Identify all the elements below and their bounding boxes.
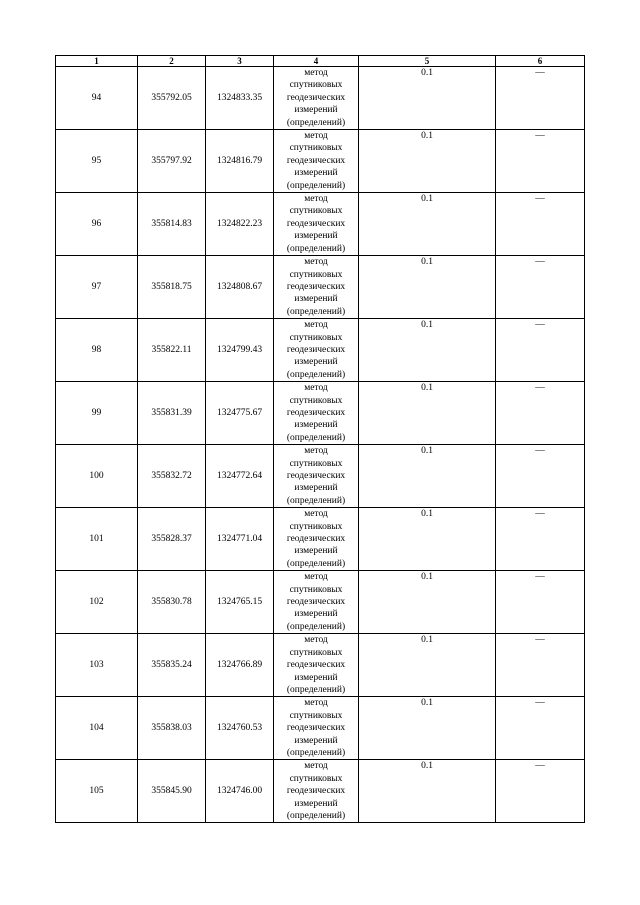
method-text-line: (определений) (286, 369, 346, 380)
x-coordinate-cell: 355830.78 (138, 571, 206, 634)
y-coordinate-cell: 1324808.67 (206, 256, 274, 319)
y-coordinate-cell: 1324760.53 (206, 697, 274, 760)
point-number-cell: 100 (56, 445, 138, 508)
note-cell: — (496, 508, 585, 571)
method-text-line: (определений) (286, 495, 346, 506)
method-cell (274, 508, 359, 571)
method-text-line: метод (304, 68, 328, 78)
accuracy-cell: 0.1 (359, 634, 496, 697)
column-header-1: 1 (56, 56, 138, 67)
method-text-line: спутниковых (289, 584, 343, 595)
column-header-2: 2 (138, 56, 206, 67)
column-header-3: 3 (206, 56, 274, 67)
method-text-line: (определений) (286, 117, 346, 128)
y-coordinate-cell: 1324799.43 (206, 319, 274, 382)
method-text-line: геодезических (286, 660, 346, 671)
point-number-cell: 103 (56, 634, 138, 697)
method-text-line: (определений) (286, 810, 346, 821)
method-text-line: спутниковых (289, 332, 343, 343)
x-coordinate-cell: 355835.24 (138, 634, 206, 697)
point-number-cell: 98 (56, 319, 138, 382)
accuracy-cell: 0.1 (359, 571, 496, 634)
table-row (56, 445, 585, 508)
method-cell (274, 130, 359, 193)
method-text-line: спутниковых (289, 206, 343, 217)
method-cell (274, 382, 359, 445)
table-row (56, 760, 585, 823)
method-text-line: измерений (294, 294, 338, 305)
y-coordinate-cell: 1324746.00 (206, 760, 274, 823)
method-text-line: метод (304, 194, 328, 205)
y-coordinate-cell: 1324816.79 (206, 130, 274, 193)
method-text-line: спутниковых (289, 773, 343, 784)
method-text-line: измерений (294, 735, 338, 746)
note-cell: — (496, 445, 585, 508)
x-coordinate-cell: 355822.11 (138, 319, 206, 382)
method-cell (274, 697, 359, 760)
method-text-line: спутниковых (289, 458, 343, 469)
table-row (56, 130, 585, 193)
method-text-line: измерений (294, 609, 338, 620)
accuracy-cell: 0.1 (359, 319, 496, 382)
method-text-line: измерений (294, 420, 338, 431)
note-cell: — (496, 571, 585, 634)
point-number-cell: 104 (56, 697, 138, 760)
method-text-line: (определений) (286, 180, 346, 191)
accuracy-cell: 0.1 (359, 760, 496, 823)
accuracy-cell: 0.1 (359, 130, 496, 193)
method-text-line: спутниковых (289, 647, 343, 658)
method-text-line: спутниковых (289, 395, 343, 406)
table-row (56, 193, 585, 256)
point-number-cell: 94 (56, 67, 138, 130)
method-text-line: измерений (294, 231, 338, 242)
method-cell (274, 193, 359, 256)
table-row (56, 571, 585, 634)
x-coordinate-cell: 355832.72 (138, 445, 206, 508)
accuracy-cell: 0.1 (359, 256, 496, 319)
method-text-line: метод (304, 635, 328, 646)
table-header-row (56, 56, 585, 67)
y-coordinate-cell: 1324771.04 (206, 508, 274, 571)
method-text-line: метод (304, 446, 328, 457)
x-coordinate-cell: 355818.75 (138, 256, 206, 319)
method-text-line: измерений (294, 168, 338, 179)
point-number-cell: 96 (56, 193, 138, 256)
y-coordinate-cell: 1324833.35 (206, 67, 274, 130)
table-body (56, 67, 585, 823)
method-cell (274, 634, 359, 697)
point-number-cell: 102 (56, 571, 138, 634)
y-coordinate-cell: 1324822.23 (206, 193, 274, 256)
point-number-cell: 95 (56, 130, 138, 193)
method-text-line: геодезических (286, 344, 346, 355)
method-text-line: измерений (294, 483, 338, 494)
column-header-5: 5 (359, 56, 496, 67)
method-text-line: метод (304, 761, 328, 772)
method-text-line: метод (304, 572, 328, 583)
method-text-line: спутниковых (289, 269, 343, 280)
method-text-line: (определений) (286, 432, 346, 443)
method-text-line: спутниковых (289, 710, 343, 721)
y-coordinate-cell: 1324772.64 (206, 445, 274, 508)
note-cell: — (496, 319, 585, 382)
column-header-4: 4 (274, 56, 359, 67)
note-cell: — (496, 382, 585, 445)
method-text-line: измерений (294, 672, 338, 683)
table-row (56, 319, 585, 382)
method-text-line: измерений (294, 357, 338, 368)
method-text-line: геодезических (286, 471, 346, 481)
method-text-line: измерений (294, 798, 338, 809)
x-coordinate-cell: 355814.83 (138, 193, 206, 256)
method-text-line: геодезических (286, 723, 346, 734)
method-text-line: (определений) (286, 684, 346, 695)
method-text-line: геодезических (286, 597, 346, 608)
method-text-line: геодезических (286, 407, 346, 418)
y-coordinate-cell: 1324766.89 (206, 634, 274, 697)
table-row (56, 508, 585, 571)
method-text-line: метод (304, 383, 328, 394)
x-coordinate-cell: 355797.92 (138, 130, 206, 193)
method-text-line: метод (304, 509, 328, 520)
note-cell: — (496, 67, 585, 130)
method-text-line: метод (304, 320, 328, 331)
accuracy-cell: 0.1 (359, 445, 496, 508)
accuracy-cell: 0.1 (359, 508, 496, 571)
note-cell: — (496, 256, 585, 319)
x-coordinate-cell: 355792.05 (138, 67, 206, 130)
method-cell (274, 256, 359, 319)
method-text-line: геодезических (286, 92, 346, 103)
x-coordinate-cell: 355838.03 (138, 697, 206, 760)
method-text-line: геодезических (286, 218, 346, 229)
y-coordinate-cell: 1324775.67 (206, 382, 274, 445)
point-number-cell: 97 (56, 256, 138, 319)
accuracy-cell: 0.1 (359, 697, 496, 760)
y-coordinate-cell: 1324765.15 (206, 571, 274, 634)
method-text-line: измерений (294, 105, 338, 116)
method-text-line: (определений) (286, 747, 346, 758)
point-number-cell: 105 (56, 760, 138, 823)
x-coordinate-cell: 355845.90 (138, 760, 206, 823)
note-cell: — (496, 193, 585, 256)
note-cell: — (496, 760, 585, 823)
method-text-line: геодезических (286, 786, 346, 797)
note-cell: — (496, 697, 585, 760)
method-cell (274, 571, 359, 634)
method-text-line: метод (304, 698, 328, 709)
method-text-line: (определений) (286, 558, 346, 569)
method-cell (274, 760, 359, 823)
coordinates-table (55, 55, 585, 823)
x-coordinate-cell: 355828.37 (138, 508, 206, 571)
method-text-line: метод (304, 131, 328, 142)
method-text-line: спутниковых (289, 80, 343, 91)
note-cell: — (496, 130, 585, 193)
table-row (56, 382, 585, 445)
table-row (56, 697, 585, 760)
method-text-line: (определений) (286, 621, 346, 632)
method-cell (274, 319, 359, 382)
x-coordinate-cell: 355831.39 (138, 382, 206, 445)
method-text-line: спутниковых (289, 143, 343, 154)
accuracy-cell: 0.1 (359, 382, 496, 445)
table-row (56, 634, 585, 697)
table-row (56, 67, 585, 130)
point-number-cell: 101 (56, 508, 138, 571)
method-text-line: геодезических (286, 281, 346, 292)
method-text-line: (определений) (286, 306, 346, 317)
method-text-line: геодезических (286, 155, 346, 166)
method-text-line: метод (304, 257, 328, 268)
note-cell: — (496, 634, 585, 697)
column-header-6: 6 (496, 56, 585, 67)
method-text-line: геодезических (286, 534, 346, 545)
method-text-line: (определений) (286, 243, 346, 254)
method-cell (274, 445, 359, 508)
method-text-line: спутниковых (289, 521, 343, 532)
method-text-line: измерений (294, 546, 338, 557)
accuracy-cell: 0.1 (359, 67, 496, 130)
method-cell (274, 67, 359, 130)
table-row (56, 256, 585, 319)
accuracy-cell: 0.1 (359, 193, 496, 256)
point-number-cell: 99 (56, 382, 138, 445)
